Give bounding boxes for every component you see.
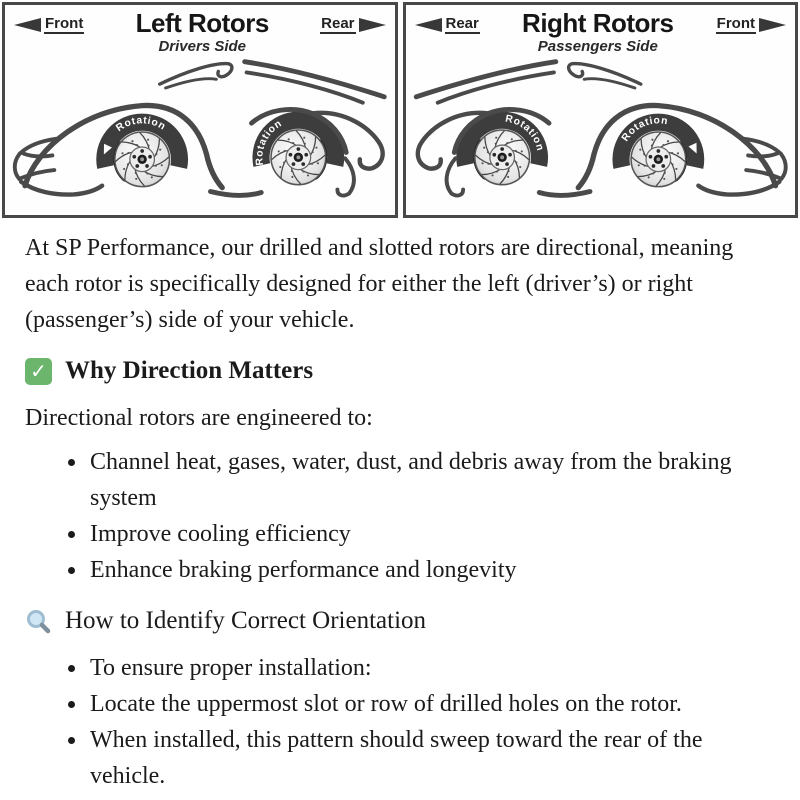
panel-right-rotors [403,2,799,218]
rear-direction-label: Rear [415,15,480,34]
list-item: • Locate the uppermost slot or row of drilled holes on the rotor. [88,686,775,722]
list-item: • Enhance braking performance and longevity [88,552,775,588]
list-item: • To ensure proper installation: [88,650,775,686]
panel-title: Left Rotors [135,8,269,38]
list-item: • When installed, this pattern should sweep toward the rear of the vehicle. [88,722,775,794]
rotation-arrow-icon [512,185,525,198]
check-icon: ✓ [25,358,52,385]
panel-title: Right Rotors [522,8,674,38]
magnifier-icon [25,608,52,635]
front-direction-label: Front [14,15,84,34]
list-item: • Channel heat, gases, water, dust, and debris away from the braking system [88,444,775,516]
article [0,218,800,794]
intro-paragraph: At SP Performance, our drilled and slotted rotors are directional, meaning each rotor is specifically designed for either the left (driver’s) or right (passenger’s) side of your vehicle. [25,235,734,333]
right-arrow-icon [359,18,386,32]
rotor-diagram [0,0,800,218]
rotation-label: Rotation [619,115,669,144]
rotation-label: Rotation [254,118,285,166]
list-item: • Improve cooling efficiency [88,516,775,552]
bullet-list-benefits [25,444,775,588]
rotation-label: Rotation [114,115,168,135]
section-heading-text: Why Direction Matters [65,357,314,384]
bullet-list-orientation [25,650,775,794]
section-heading-why-direction-matters [25,356,775,386]
panel-subtitle: Passengers Side [537,37,658,55]
section-heading-text: How to Identify Correct Orientation [65,607,427,634]
panel-left-header [5,5,395,55]
rotation-arrow-icon [278,188,291,201]
left-arrow-icon [14,18,41,32]
panel-left-rotors [2,2,398,218]
lead-paragraph: Directional rotors are engineered to: [25,405,373,431]
car-illustration-right [406,49,796,213]
left-arrow-icon [415,18,442,32]
right-arrow-icon [759,18,786,32]
panel-subtitle: Drivers Side [158,37,246,55]
panel-right-header [406,5,796,55]
rear-direction-label: Rear [320,15,385,34]
car-illustration-left [5,49,395,213]
section-heading-identify-orientation [25,606,775,636]
rotation-label: Rotation [503,113,545,153]
front-direction-label: Front [716,15,786,34]
